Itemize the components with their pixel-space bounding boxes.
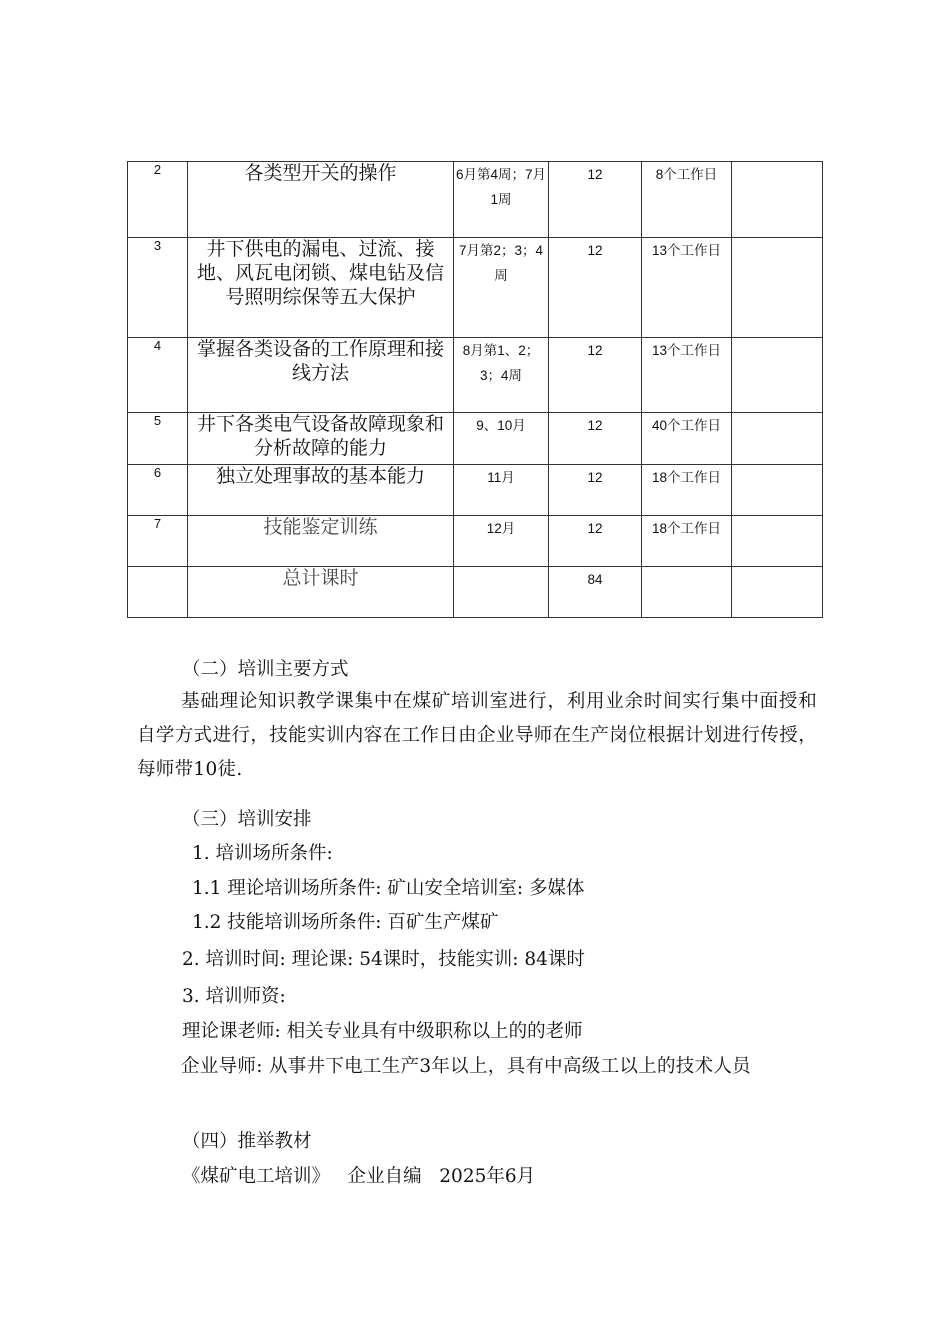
teacher-heading: 3. 培训师资: — [182, 986, 286, 1007]
training-content-cell: 井下各类电气设备故障现象和分析故障的能力 — [188, 413, 454, 465]
row-number-cell: 6 — [128, 465, 188, 516]
venue-heading: 1. 培训场所条件: — [192, 843, 333, 864]
training-content-cell: 井下供电的漏电、过流、接地、风瓦电闭锁、煤电钻及信号照明综保等五大保护 — [188, 238, 454, 338]
table-row — [128, 338, 823, 413]
hours-cell: 84 — [549, 567, 642, 618]
method-heading: （二）培训主要方式 — [182, 659, 349, 680]
table-row — [128, 162, 823, 238]
schedule-cell: 7月第2；3；4周 — [454, 238, 549, 338]
teacher-enterprise-paragraph: 企业导师: 从事井下电工生产3年以上，具有中高级工以上的技术人员 — [181, 1056, 751, 1077]
schedule-cell: 9、10月 — [454, 413, 549, 465]
table-row — [128, 516, 823, 567]
table-row — [128, 238, 823, 338]
remark-cell — [732, 162, 823, 238]
table-row — [128, 567, 823, 618]
hours-cell: 12 — [549, 338, 642, 413]
training-content-cell: 掌握各类设备的工作原理和接线方法 — [188, 338, 454, 413]
hours-cell: 12 — [549, 413, 642, 465]
row-number-cell: 7 — [128, 516, 188, 567]
schedule-cell: 8月第1、2；3；4周 — [454, 338, 549, 413]
hours-cell: 12 — [549, 516, 642, 567]
venue-theory-line: 1.1 理论培训场所条件: 矿山安全培训室: 多媒体 — [192, 878, 585, 899]
hours-cell: 12 — [549, 238, 642, 338]
remark-cell — [732, 465, 823, 516]
remark-cell — [732, 338, 823, 413]
schedule-cell: 11月 — [454, 465, 549, 516]
schedule-cell: 12月 — [454, 516, 549, 567]
remark-cell — [732, 567, 823, 618]
workdays-cell — [642, 567, 732, 618]
venue-skill-line: 1.2 技能培训场所条件: 百矿生产煤矿 — [192, 912, 499, 933]
teacher-theory-line: 理论课老师: 相关专业具有中级职称以上的的老师 — [182, 1021, 583, 1042]
row-number-cell — [128, 567, 188, 618]
training-schedule-table — [127, 161, 823, 618]
row-number-cell: 3 — [128, 238, 188, 338]
hours-cell: 12 — [549, 162, 642, 238]
textbook-line: 《煤矿电工培训》 企业自编 2025年6月 — [182, 1166, 536, 1187]
row-number-cell: 5 — [128, 413, 188, 465]
hours-cell: 12 — [549, 465, 642, 516]
table-row — [128, 465, 823, 516]
arrangement-heading: （三）培训安排 — [182, 809, 312, 830]
training-content-cell: 各类型开关的操作 — [188, 162, 454, 238]
table-body — [128, 162, 823, 618]
row-number-cell: 4 — [128, 338, 188, 413]
schedule-cell — [454, 567, 549, 618]
workdays-cell: 8个工作日 — [642, 162, 732, 238]
workdays-cell: 13个工作日 — [642, 238, 732, 338]
workdays-cell: 18个工作日 — [642, 516, 732, 567]
table-row — [128, 413, 823, 465]
remark-cell — [732, 238, 823, 338]
row-number-cell: 2 — [128, 162, 188, 238]
schedule-cell: 6月第4周；7月1周 — [454, 162, 549, 238]
training-time-line: 2. 培训时间: 理论课: 54课时，技能实训: 84课时 — [182, 949, 585, 970]
workdays-cell: 13个工作日 — [642, 338, 732, 413]
workdays-cell: 40个工作日 — [642, 413, 732, 465]
training-content-cell: 独立处理事故的基本能力 — [188, 465, 454, 516]
method-paragraph: 基础理论知识教学课集中在煤矿培训室进行，利用业余时间实行集中面授和自学方式进行，技能实训内容在工作日由企业导师在生产岗位根据计划进行传授，每师带10徒. — [137, 691, 817, 780]
remark-cell — [732, 413, 823, 465]
training-content-cell: 总计课时 — [188, 567, 454, 618]
remark-cell — [732, 516, 823, 567]
workdays-cell: 18个工作日 — [642, 465, 732, 516]
training-content-cell: 技能鉴定训练 — [188, 516, 454, 567]
textbook-heading: （四）推举教材 — [182, 1131, 312, 1152]
